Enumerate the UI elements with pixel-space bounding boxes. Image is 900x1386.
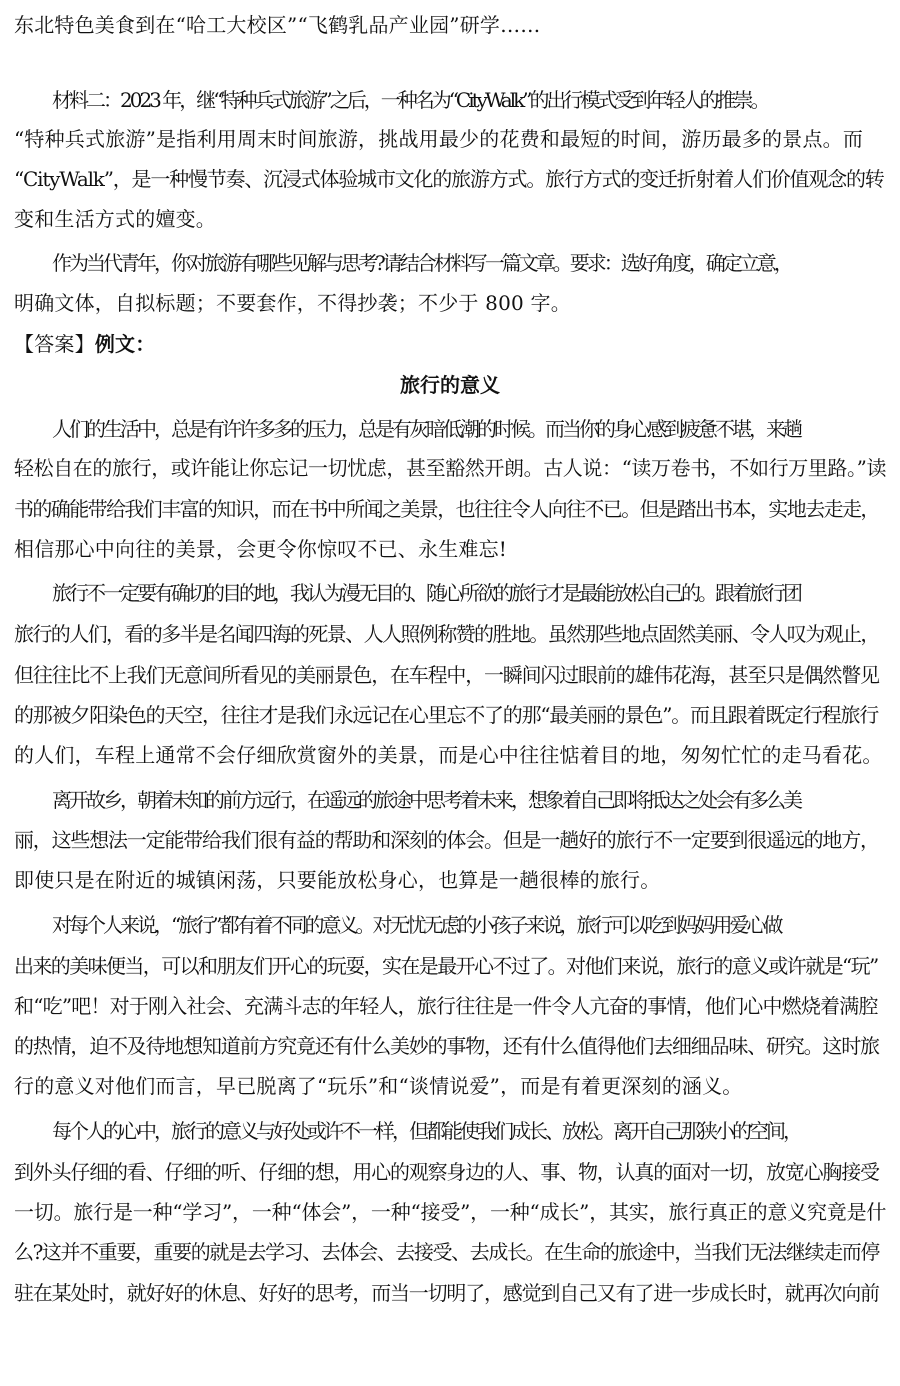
essay-line-16: 的热情，迫不及待地想知道前方究竟还有什么美妙的事物，还有什么值得他们去细细品味、研究。这时旅 — [14, 1034, 879, 1058]
material2-line-3: “CityWalk”，是一种慢节奏、沉浸式体验城市文化的旅游方式。旅行方式的变迁折射着人们价值观念的转 — [14, 167, 884, 191]
essay-line-14: 出来的美味便当，可以和朋友们开心的玩耍，实在是最开心不过了。对他们来说，旅行的意义或许就是“玩” — [14, 954, 878, 978]
essay-line-19: 到外头仔细的看、仔细的听、仔细的想，用心的观察身边的人、事、物，认真的面对一切，放宽心胸接受 — [14, 1160, 879, 1184]
essay-line-3: 书的确能带给我们丰富的知识，而在书中所闻之美景，也往往令人向往不已。但是踏出书本，实地去走走， — [14, 497, 879, 521]
essay-line-12: 即使只是在附近的城镇闲荡，只要能放松身心，也算是一趟很棒的旅行。 — [14, 868, 661, 892]
essay-line-22: 驻在某处时，就好好的休息、好好的思考，而当一切明了，感觉到自己又有了进一步成长时，就再次向前 — [14, 1281, 879, 1305]
essay-line-18: 每个人的心中，旅行的意义与好处或许不一样，但都能使我们成长、放松。离开自己那狭小的空间， — [52, 1119, 800, 1143]
essay-line-4: 相信那心中向往的美景，会更令你惊叹不已、永生难忘! — [14, 537, 508, 561]
essay-line-8: 的那被夕阳染色的天空，往往才是我们永远记在心里忘不了的那“最美丽的景色”。而且跟着既定行程旅行 — [14, 703, 879, 727]
material2-line-4: 变和生活方式的嬗变。 — [14, 207, 216, 231]
prompt-line-2: 明确文体，自拟标题；不要套作，不得抄袭；不少于 800 字。 — [14, 291, 571, 315]
example-label: 例文： — [94, 332, 156, 356]
essay-line-11: 丽，这些想法一定能带给我们很有益的帮助和深刻的体会。但是一趟好的旅行不一定要到很遥远的地方， — [14, 828, 879, 852]
essay-line-2: 轻松自在的旅行，或许能让你忘记一切忧虑，甚至豁然开朗。古人说：“读万卷书，不如行万里路。”读 — [14, 456, 887, 480]
prompt-line-1: 作为当代青年，你对旅游有哪些见解与思考?请结合材料写一篇文章。要求：选好角度，确定立意， — [52, 251, 791, 275]
material1-tail-line: 东北特色美食到在“哈工大校区”“飞鹤乳品产业园”研学…… — [14, 13, 541, 37]
essay-line-6: 旅行的人们，看的多半是名闻四海的死景、人人照例称赞的胜地。虽然那些地点固然美丽、令人叹为观止， — [14, 622, 879, 646]
essay-line-1: 人们的生活中，总是有许许多多的压力，总是有灰暗低潮的时候。而当你的身心感到疲惫不堪，来趟 — [52, 417, 800, 441]
essay-line-15: 和“吃”吧！对于刚入社会、充满斗志的年轻人，旅行往往是一件令人亢奋的事情，他们心中燃烧着满腔 — [14, 994, 878, 1018]
essay-line-5: 旅行不一定要有确切的目的地，我认为漫无目的、随心所欲的旅行才是最能放松自己的。跟着旅行团 — [52, 581, 800, 605]
essay-line-10: 离开故乡，朝着未知的前方远行，在遥远的旅途中思考着未来，想象着自己即将抵达之处会有多么美 — [52, 788, 800, 812]
essay-line-9: 的人们，车程上通常不会仔细欣赏窗外的美景，而是心中往往惦着目的地，匆匆忙忙的走马看花。 — [14, 743, 883, 767]
essay-title: 旅行的意义 — [400, 373, 500, 397]
answer-label: 【答案】 — [14, 332, 95, 356]
material2-line-2: “特种兵式旅游”是指利用周末时间旅游，挑战用最少的花费和最短的时间，游历最多的景点。而 — [14, 127, 864, 151]
essay-line-7: 但往往比不上我们无意间所看见的美丽景色，在车程中，一瞬间闪过眼前的雄伟花海，甚至只是偶然瞥见 — [14, 663, 879, 687]
essay-line-21: 么?这并不重要，重要的就是去学习、去体会、去接受、去成长。在生命的旅途中，当我们无法继续走而停 — [14, 1240, 879, 1264]
essay-line-20: 一切。旅行是一种“学习”，一种“体会”，一种“接受”，一种“成长”，其实，旅行真正的意义究竟是什 — [14, 1200, 887, 1224]
essay-line-13: 对每个人来说，“旅行”都有着不同的意义。对无忧无虑的小孩子来说，旅行可以吃到妈妈用爱心做 — [52, 913, 781, 937]
material2-line-1: 材料二：2023 年，继“特种兵式旅游”之后，一种名为“CityWalk”的出行模式受到年轻人的推崇。 — [52, 88, 768, 112]
answer-heading — [14, 331, 886, 357]
essay-line-17: 行的意义对他们而言，早已脱离了“玩乐”和“谈情说爱”，而是有着更深刻的涵义。 — [14, 1074, 743, 1098]
